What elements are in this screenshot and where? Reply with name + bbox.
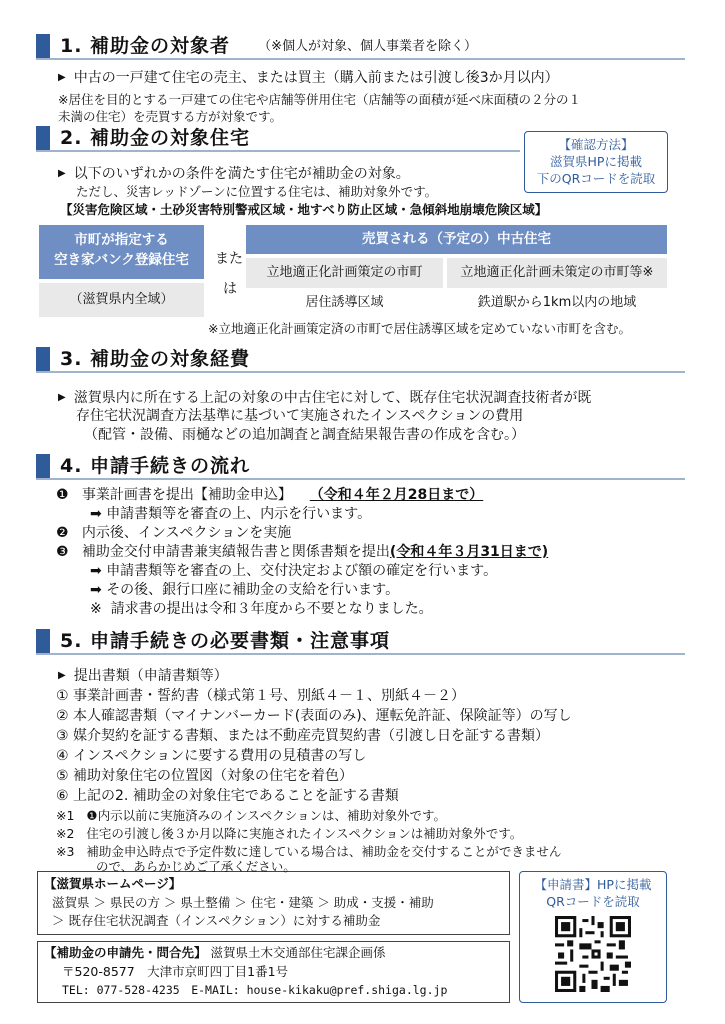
document-item: ⑥ 上記の2. 補助金の対象住宅であることを証する書類 [56,788,399,804]
document-item: ① 事業計画書・誓約書（様式第１号、別紙４－１、別紙４－２） [56,688,465,704]
akiya-bank-header: 市町が指定する 空き家バンク登録住宅 [39,225,204,279]
triangle-bullet-icon: ▶ [58,392,66,403]
confirm-method-box: 【確認方法】 滋賀県HPに掲載 下のQRコードを読取 [524,131,668,193]
step-3: ❸ 補助金交付申請書兼実績報告書と関係書類を提出(令和４年３月31日まで) [56,544,549,560]
step-1-number: ❶ [56,487,69,503]
col2-body: 鉄道駅から1km以内の地域 [477,295,637,310]
section-marker [36,34,50,58]
caution-note: ※3 補助金申込時点で予定件数に達している場合は、補助金を交付することができません [56,844,562,859]
section-1-footnote: ※居住を目的とする一戸建ての住宅や店舗等併用住宅（店舗等の面積が延べ床面積の２分の１ [58,92,581,107]
section-1-footnote-cont: 未満の住宅）を売買する方が対象です。 [58,109,283,124]
homepage-path-cont: ＞ 既存住宅状況調査（インスペクション）に対する補助金 [52,913,381,928]
triangle-bullet-icon: ▶ [58,168,66,179]
triangle-bullet-icon: ▶ [58,670,66,681]
section-marker [36,126,50,150]
col1-body: 居住誘導区域 [305,295,384,310]
section-3-line-2: 存住宅状況調査方法基準に基づいて実施されたインスペクションの費用 [76,408,524,424]
section-4-header [36,452,685,480]
used-house-header: 売買される（予定の）中古住宅 [246,225,667,254]
section-1-note: （※個人が対象、個人事業者を除く） [258,39,477,54]
section-2-header [36,124,520,152]
document-item: ⑤ 補助対象住宅の位置図（対象の住宅を着色） [56,768,353,784]
homepage-path: 滋賀県 ＞ 県民の方 ＞ 県土整備 ＞ 住宅・建築 ＞ 助成・支援・補助 [52,895,434,910]
qr-caption: 【申請書】HPに掲載 [534,877,652,892]
section-3-line-3: （配管・設備、雨樋などの追加調査と調査結果報告書の作成を含む。） [84,427,525,443]
arrow-right-icon: ➡ [90,506,102,522]
akiya-bank-area: （滋賀県内全域） [39,283,204,317]
section-2-title: 2. 補助金の対象住宅 [60,127,251,149]
section-3-title: 3. 補助金の対象経費 [60,348,251,370]
step-3-deadline: (令和４年３月31日まで) [389,544,549,560]
section-marker [36,454,50,478]
document-item: ④ インスペクションに要する費用の見積書の写し [56,748,367,764]
col1-head: 立地適正化計画策定の市町 [246,258,443,288]
step-1-sub: ➡ 申請書類等を審査の上、内示を行います。 [90,506,372,522]
step-3-sub-1: ➡ 申請書類等を審査の上、交付決定および額の確定を行います。 [90,563,498,579]
arrow-right-icon: ➡ [90,563,102,579]
contact-heading: 【補助金の申請先・問合先】 滋賀県土木交通部住宅課企画係 [44,945,386,960]
section-2-item: ▶ 以下のいずれかの条件を満たす住宅が補助金の対象。 [58,166,410,182]
arrow-right-icon: ➡ [90,582,102,598]
qr-caption-cont: QRコードを読取 [546,894,640,909]
step-3-number: ❸ [56,544,69,560]
section-3-header [36,345,685,373]
or-label: また [215,251,243,267]
section-3-line: ▶ 滋賀県内に所在する上記の対象の中古住宅に対して、既存住宅状況調査技術者が既 [58,390,592,406]
disaster-zones: 【災害危険区域・土砂災害特別警戒区域・地すべり防止区域・急傾斜地崩壊危険区域】 [60,202,548,217]
step-1: ❶ 事業計画書を提出【補助金申込】 （令和４年２月28日まで） [56,487,484,503]
table-note: ※立地適正化計画策定済の市町で居住誘導区域を定めていない市町を含む。 [208,321,631,336]
step-3-note: ※ 請求書の提出は令和３年度から不要となりました。 [90,601,433,617]
section-2-exclusion: ただし、災害レッドゾーンに位置する住宅は、補助対象外です。 [76,184,438,199]
section-marker [36,347,50,371]
section-1-item: ▶ 中古の一戸建て住宅の売主、または買主（購入前または引渡し後3か月以内） [58,70,559,86]
step-3-sub-2: ➡ その後、銀行口座に補助金の支給を行います。 [90,582,400,598]
caution-note: ※2 住宅の引渡し後３か月以降に実施されたインスペクションは補助対象外です。 [56,826,523,841]
caution-note-cont: ので、あらかじめご了承ください。 [96,859,296,874]
section-1-header [36,32,685,60]
section-5-title: 5. 申請手続きの必要書類・注意事項 [60,630,391,652]
section-marker [36,629,50,653]
section-5-header [36,627,685,655]
caution-note: ※1 ❶内示以前に実施済みのインスペクションは、補助対象外です。 [56,808,446,823]
triangle-bullet-icon: ▶ [58,72,66,83]
section-4-title: 4. 申請手続きの流れ [60,455,251,477]
document-item: ③ 媒介契約を証する書類、または不動産売買契約書（引渡し日を証する書類） [56,728,549,744]
documents-heading: ▶ 提出書類（申請書類等） [58,668,228,684]
prefecture-homepage-box [37,871,510,935]
homepage-title: 【滋賀県ホームページ】 [44,876,182,891]
step-2: ❷ 内示後、インスペクションを実施 [56,525,292,541]
document-item: ② 本人確認書類（マイナンバーカード(表面のみ)、運転免許証、保険証等）の写し [56,708,572,724]
section-1-title: 1. 補助金の対象者 [60,35,231,57]
qr-code-box [519,871,667,1003]
col2-head: 立地適正化計画未策定の市町等※ [447,258,667,288]
step-1-deadline: （令和４年２月28日まで） [309,487,484,503]
contact-box [37,941,510,1003]
or-label-cont: は [223,281,237,297]
contact-address: 〒520-8577 大津市京町四丁目1番1号 [62,964,289,979]
qr-code[interactable] [555,916,631,992]
step-2-number: ❷ [56,525,69,541]
contact-tel-email: TEL: 077-528-4235 E-MAIL: house-kikaku@pref.shiga.lg.jp [62,983,448,997]
